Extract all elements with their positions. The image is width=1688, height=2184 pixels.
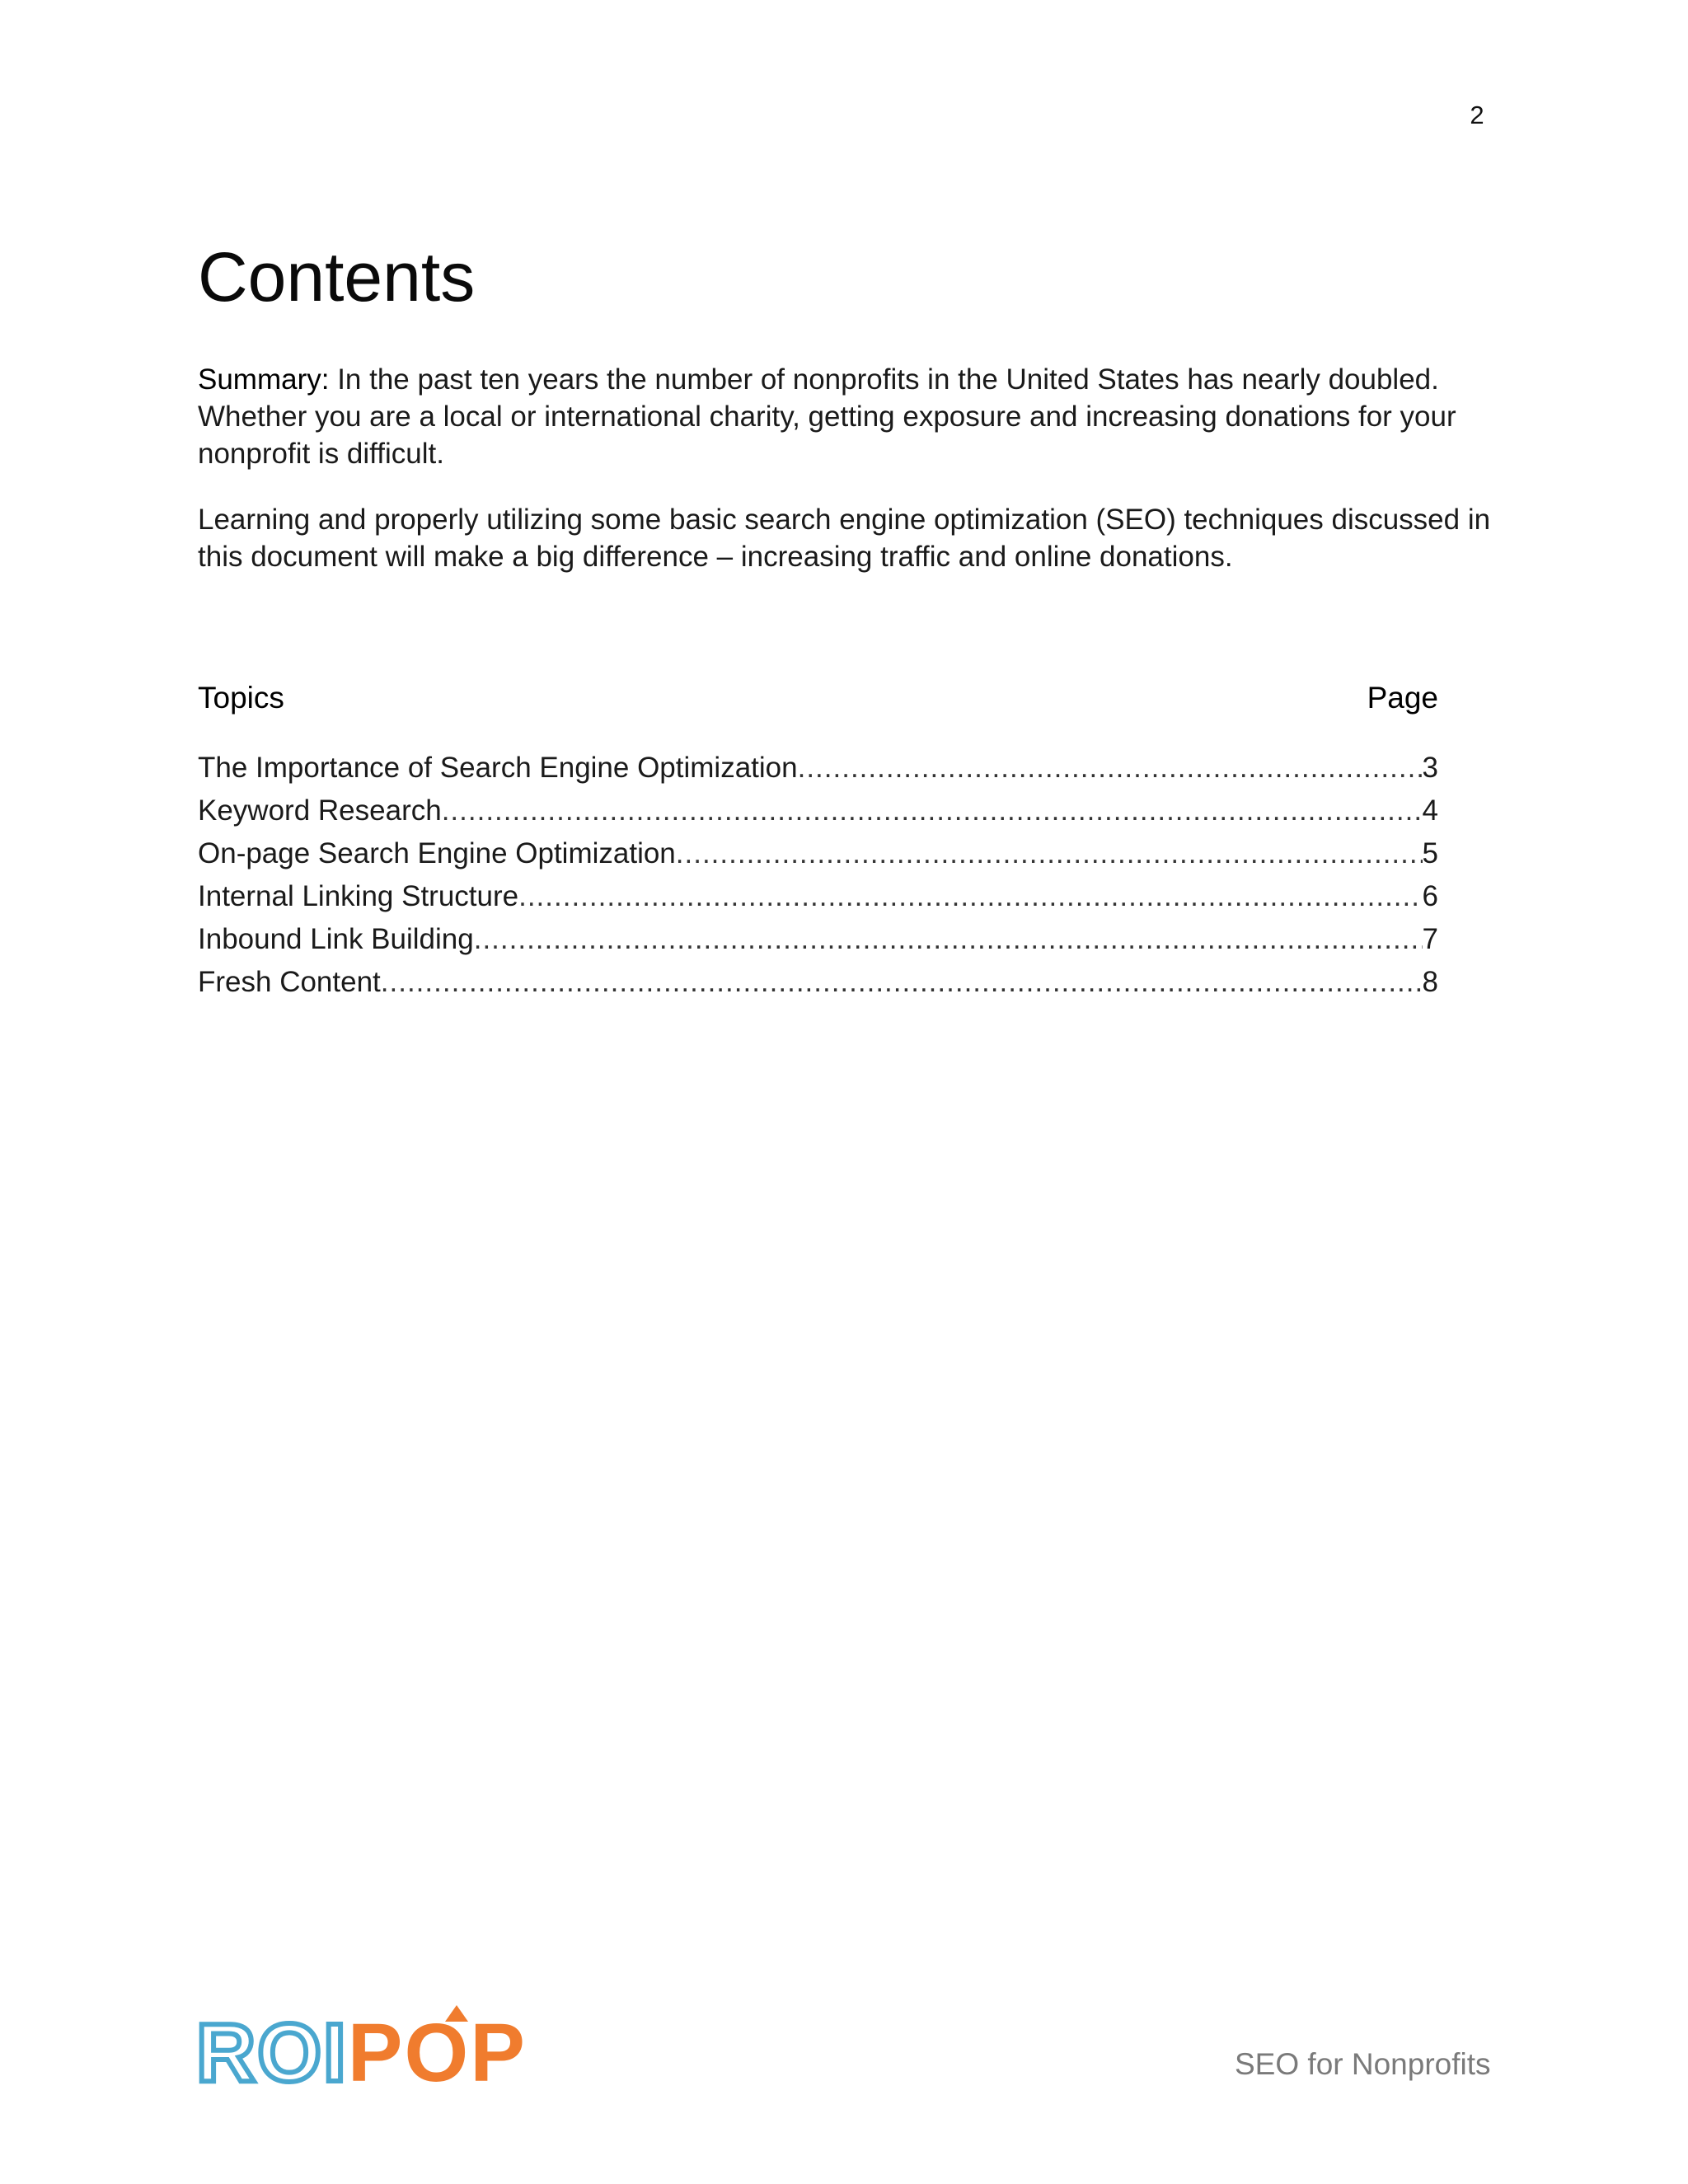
toc-item-page: 4: [1422, 794, 1438, 827]
toc-item-page: 5: [1422, 837, 1438, 869]
toc-item-title: The Importance of Search Engine Optimization: [198, 752, 798, 784]
toc-header: [198, 681, 1438, 715]
toc-item[interactable]: [198, 837, 1438, 880]
page-title: Contents: [198, 238, 476, 316]
toc-item-title: On-page Search Engine Optimization: [198, 837, 676, 869]
roipop-logo: [196, 2008, 527, 2098]
toc-topics-header: Topics: [198, 681, 284, 715]
summary-text: In the past ten years the number of nonprofits in the United States has nearly doubled. Whether you are a local or international charity, getting exposure and increasing donations for your nonprofit is difficult.: [198, 363, 1456, 470]
toc-page-header: Page: [1367, 681, 1438, 715]
summary-label: Summary:: [198, 363, 330, 396]
toc-item-page: 8: [1422, 966, 1438, 998]
logo-pop-letters: POP: [347, 2007, 527, 2099]
toc-item-page: 7: [1422, 923, 1438, 955]
toc-item-page: 6: [1422, 880, 1438, 912]
toc-item[interactable]: [198, 794, 1438, 837]
toc-item[interactable]: [198, 752, 1438, 794]
up-arrow-icon: [445, 2005, 468, 2022]
toc-item-page: 3: [1422, 752, 1438, 784]
toc-dot-leader: [676, 837, 1423, 870]
toc-item-title: Fresh Content: [198, 966, 381, 998]
toc-list: [198, 752, 1438, 1009]
logo-roi-text: ROI: [196, 2007, 348, 2099]
toc-item[interactable]: [198, 923, 1438, 966]
toc-item-title: Keyword Research: [198, 794, 442, 827]
seo-paragraph: Learning and properly utilizing some basic search engine optimization (SEO) techniques discussed in this document will make a big difference – increasing traffic and online donations.: [198, 504, 1491, 573]
toc-dot-leader: [381, 966, 1423, 999]
toc-item[interactable]: [198, 966, 1438, 1009]
toc-item-title: Internal Linking Structure: [198, 880, 519, 912]
page-number: 2: [1470, 101, 1484, 129]
toc-dot-leader: [518, 880, 1422, 913]
summary-paragraph: [198, 361, 1500, 472]
toc-item-title: Inbound Link Building: [198, 923, 474, 955]
toc-dot-leader: [798, 752, 1423, 785]
toc-item[interactable]: [198, 880, 1438, 923]
toc-dot-leader: [474, 923, 1423, 956]
footer-document-title: SEO for Nonprofits: [1235, 2047, 1491, 2081]
logo-pop-text: [347, 2007, 527, 2099]
toc-dot-leader: [442, 794, 1423, 827]
